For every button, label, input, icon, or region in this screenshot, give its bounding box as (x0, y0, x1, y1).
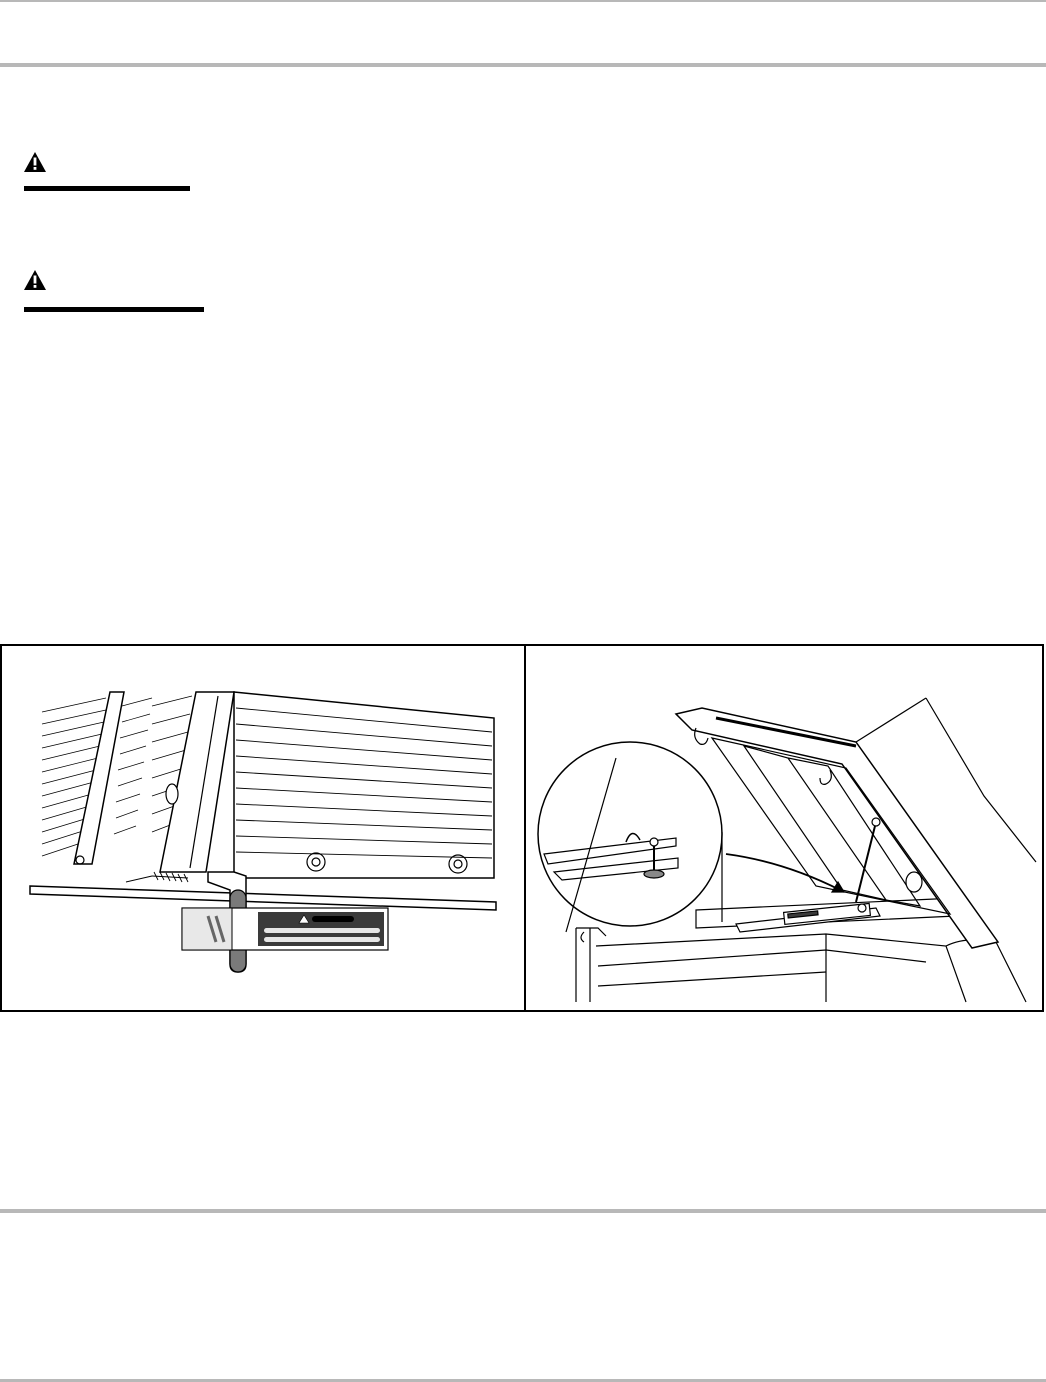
latch-rod-illustration (2, 646, 524, 1010)
warning-underline (24, 307, 204, 312)
spring (152, 872, 188, 882)
warning-triangle-icon (24, 270, 46, 290)
warning-block-1 (24, 152, 194, 194)
safety-label (182, 908, 388, 950)
warning-block-2 (24, 270, 208, 316)
figure-box (0, 644, 1044, 1012)
panel-lines (236, 708, 492, 858)
warning-underline (24, 186, 190, 191)
warning-triangle-icon (24, 152, 46, 172)
section-rule (0, 1209, 1046, 1213)
figure-right-panel (526, 646, 1044, 1010)
figure-left-panel (2, 646, 524, 1010)
tilted-cab-illustration (526, 646, 1044, 1010)
header-rule (0, 63, 1046, 67)
top-rule-thin (0, 0, 1046, 2)
